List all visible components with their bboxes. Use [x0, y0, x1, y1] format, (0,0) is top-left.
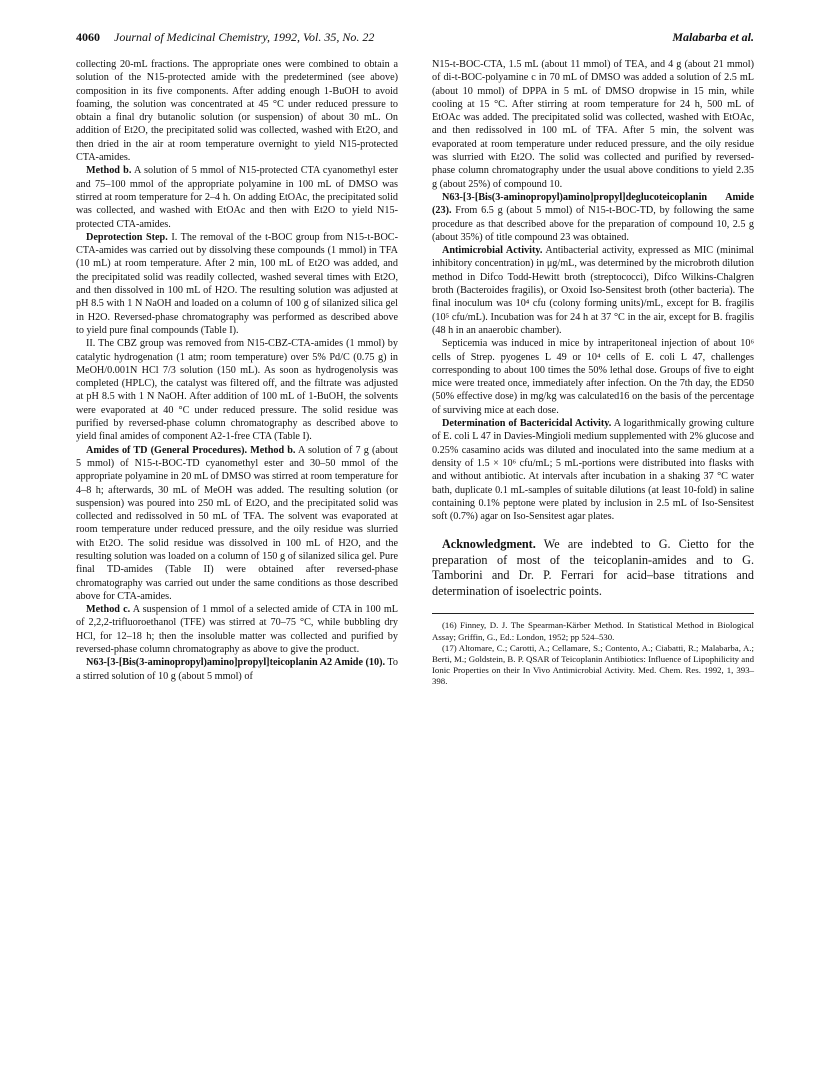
paragraph-compound-23 [432, 191, 754, 244]
paragraph-method-b [76, 164, 398, 230]
paragraph-deprotection [76, 231, 398, 337]
left-column [76, 58, 398, 683]
paragraph-method-c [76, 603, 398, 656]
paragraph-text: I. The removal of the t-BOC group from N15-t-BOC-CTA-amides was carried out by dissolving these compounds (1 mmol) in TFA (10 mL) at room temperature. After 2 min, 100 mL of Et2O was added, and the precipitated solid was readily collected, washed several times with Et2O, and then dissolved in 100 mL of H2O. The resulting solution was adjusted at pH 8.5 with 1 N NaOH and loaded on a column of 100 g of silanized silica gel in H2O. Reversed-phase chromatography was performed as described above to yield pure final compounds (Table I). [76, 231, 398, 336]
paragraph-heading: Deprotection Step. [86, 231, 168, 243]
right-column [432, 58, 754, 688]
paragraph-heading: N63-[3-[Bis(3-aminopropyl)amino]propyl]teicoplanin A2 Amide (10). [86, 657, 386, 669]
paragraph-text: From 6.5 g (about 5 mmol) of N15-t-BOC-TD, by following the same procedure as that described above for the preparation of compound 10, 2.5 g (about 35%) of title compound 23 was obtained. [432, 205, 754, 243]
paragraph-heading: Antimicrobial Activity. [442, 245, 543, 257]
paragraph-heading: Determination of Bactericidal Activity. [442, 418, 612, 430]
paragraph: N15-t-BOC-CTA, 1.5 mL (about 11 mmol) of TEA, and 4 g (about 21 mmol) of di-t-BOC-polyamine c in 70 mL of DMSO was added a solution of 2.5 mL (about 10 mmol) of DPPA in 5 mL of DMSO dropwise in 15 min, while cooling at 15 °C. After stirring at room temperature for 24 h, 500 mL of EtOAc was added. The precipitated solid was collected, washed with EtOAc, and then redissolved in 100 mL of TFA. After 5 min, the solvent was evaporated at room temperature under reduced pressure, and the oily residue was slurried with Et2O. The solid was collected and purified by reversed-phase column chromatography under the usual above conditions to yield 2.35 g (about 25%) of compound 10. [432, 59, 754, 190]
running-header [76, 30, 754, 46]
reference-16: (16) Finney, D. J. The Spearman-Kärber Method. In Statistical Method in Biological Assay; Griffin, G., Ed.: London, 1952; pp 524–530. [432, 620, 754, 642]
paragraph-text: To a stirred solution of 10 g (about 5 mmol) of [76, 657, 398, 682]
acknowledgment-heading: Acknowledgment. [442, 537, 536, 552]
paragraph-compound-10 [76, 656, 398, 683]
paragraph-text: A suspension of 1 mmol of a selected amide of CTA in 100 mL of 2,2,2-trifluoroethanol (TFE) was stirred at 70–75 °C, while bubbling dry HCl, for 12–18 h; then the insoluble matter was collected and purified by reversed-phase column chromatography as above to give the product. [76, 604, 398, 656]
journal-citation: Journal of Medicinal Chemistry, 1992, Vol. 35, No. 22 [114, 30, 375, 44]
running-author: Malabarba et al. [672, 30, 754, 44]
paragraph-text: A logarithmically growing culture of E. coli L 47 in Davies-Mingioli medium supplemented with 2% glucose and 0.25% casamino acids was diluted and inoculated into the same medium at a density of 1.5 × 10⁶ cfu/mL; 5 mL-portions were distributed into flasks with and without antibiotic. At intervals after incubation in a shaking 37 °C water bath, duplicate 0.1 mL-samples of suitable dilutions (at least 10-fold) in saline containing 0.1% peptone were plated by inclusion in 2.5 mL of Iso-Sensitest soft (0.7%) agar on Iso-Sensitest agar plates. [432, 418, 754, 523]
paragraph-text: A solution of 7 g (about 5 mmol) of N15-t-BOC-TD cyanomethyl ester and 30–50 mmol of the appropriate polyamine in 20 mL of DMSO was stirred at room temperature for 4–8 h; afterwards, 30 mL of MeOH was added. The resulting solution (or suspension) was poured into 250 mL of Et2O, and the precipitated solid was collected and redissolved in 50 mL of TFA. The solvent was evaporated at room temperature under reduced pressure, and the oily residue was slurried with Et2O. The solid residue was dissolved in 100 mL of H2O, and the resulting solution was loaded on a column of 150 g of silanized silica gel. Pure final TD-amides (Table II) were obtained after reversed-phase chromatography was carried out under the same conditions as those described above for CTA-amides. [76, 444, 399, 602]
paragraph-heading: Method c. [86, 604, 131, 616]
paragraph-td-amides [76, 444, 398, 604]
page-number: 4060 [76, 30, 100, 44]
reference-17: (17) Altomare, C.; Carotti, A.; Cellamare, S.; Contento, A.; Ciabatti, R.; Malabarba, A.; Berti, M.; Goldstein, B. P. QSAR of Teicoplanin Antibiotics: Influence of Lipophilicity and Ionic Properties on their In Vivo Antimicrobial Activity. Med. Chem. Res. 1992, 1, 393–398. [432, 642, 754, 687]
references [432, 613, 754, 687]
paragraph-heading: N63-[3-[Bis(3-aminopropyl)amino]propyl]deglucoteicoplanin Amide (23). [432, 191, 754, 217]
acknowledgment [432, 537, 754, 599]
paragraph-cbz-removal: II. The CBZ group was removed from N15-CBZ-CTA-amides (1 mmol) by catalytic hydrogenation (1 atm; room temperature) over 5% Pd/C (0.75 g) in MeOH/0.001N HCl 7/3 solution (150 mL). As soon as hydrogenolysis was completed (HPLC), the catalyst was filtered off, and the filtrate was adjusted at pH 8.5 with 1 N NaOH. After addition of 100 mL of 1-BuOH, the solvents were evaporated at 40 °C under reduced pressure. The solid residue was purified by reversed-phase column chromatography as described above to yield final amides of component A2-1-free CTA (Table I). [76, 338, 398, 443]
paragraph-heading: Method b. [86, 165, 132, 177]
acknowledgment-text: We are indebted to G. Cietto for the preparation of most of the teicoplanin-amides and to G. Tamborini and Dr. P. Ferrari for acid–base titrations and determination of isoelectric points. [432, 537, 754, 598]
paragraph-heading: Amides of TD (General Procedures). Method b. [86, 444, 296, 456]
paragraph-septicemia: Septicemia was induced in mice by intraperitoneal injection of about 10⁶ cells of Strep. pyogenes L 49 or 10⁴ cells of E. coli L 47, challenges corresponding to about 100 times the 50% lethal dose. Groups of five to eight mice were treated once, immediately after infection. On the 7th day, the ED50 (50% effective dose) in mg/kg was calculated16 on the basis of the percentage of surviving mice at each dose. [432, 338, 754, 416]
paragraph-antimicrobial [432, 244, 754, 337]
paragraph: collecting 20-mL fractions. The appropriate ones were combined to obtain a solution of the N15-protected amide with the predetermined (see above) composition in its five components. After adding enough 1-BuOH to avoid foaming, the solution was concentrated at 45 °C under reduced pressure to obtain a final dry butanolic solution (or suspension) of about 30 mL. On addition of Et2O, the precipitated solid was collected, washed with Et2O, and then dried in the air at room temperature overnight to yield N15-protected CTA-amides. [76, 59, 398, 164]
paragraph-text: A solution of 5 mmol of N15-protected CTA cyanomethyl ester and 75–100 mmol of the appropriate polyamine in 100 mL of DMSO was stirred at room temperature for 2–4 h. On adding EtOAc, the precipitated solid was collected, and washed with EtOAc and then with Et2O to yield N15-protected CTA-amides. [76, 165, 398, 230]
paragraph-bactericidal [432, 417, 754, 523]
header-left [76, 30, 374, 45]
paragraph-text: Antibacterial activity, expressed as MIC (minimal inhibitory concentration) in μg/mL, was determined by the microbroth dilution method in Difco Todd-Hewitt broth (streptococci), Difco Wilkins-Chalgren broth (Bacteroides fragilis), or Oxoid Iso-Sensitest broth (other bacteria). The final inoculum was 10⁴ cfu (colony forming units)/mL, except for B. fragilis (10⁵ cfu/mL). Incubation was for 24 h at 37 °C in the air, except for B. fragilis (48 h in an anaerobic chamber). [432, 245, 754, 336]
